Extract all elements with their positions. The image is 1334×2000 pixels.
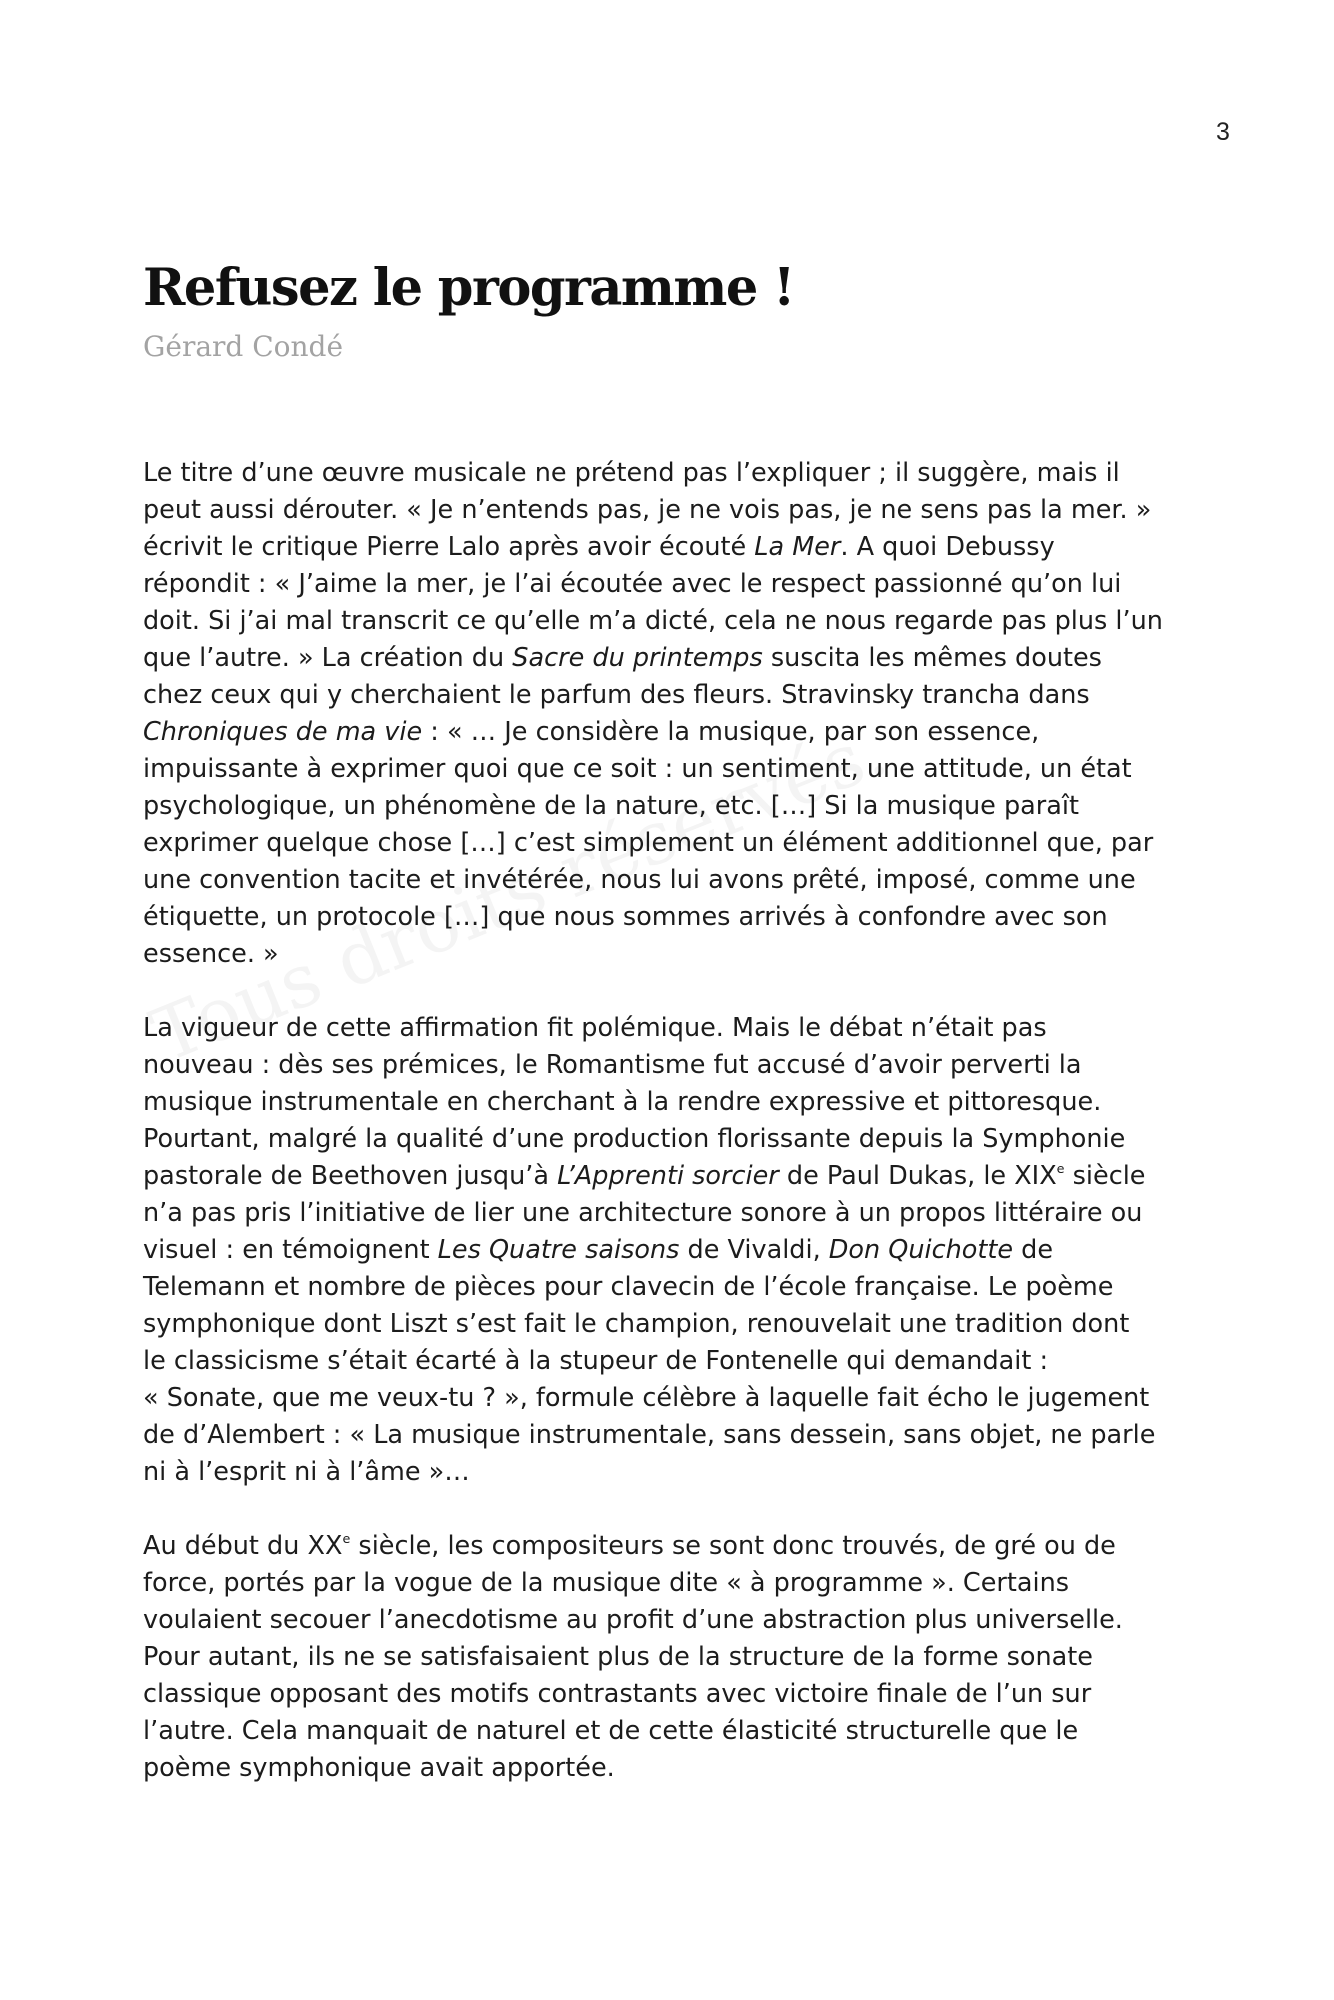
author-name: Gérard Condé: [143, 330, 344, 363]
text-segment: impuissante à exprimer quoi que ce soit : un sentiment, une attitude, un état: [143, 754, 1132, 784]
text-segment: doit. Si j’ai mal transcrit ce qu’elle m’a dicté, cela ne nous regarde pas plus l’un: [143, 606, 1163, 636]
text-line: [143, 1306, 1203, 1343]
ordinal-superscript: e: [1056, 1162, 1065, 1178]
ordinal-superscript: e: [342, 1532, 351, 1548]
text-segment: Pourtant, malgré la qualité d’une production florissante depuis la Symphonie: [143, 1124, 1126, 1154]
text-segment: siècle, les compositeurs se sont donc trouvés, de gré ou de: [350, 1531, 1116, 1561]
text-segment: : « … Je considère la musique, par son essence,: [422, 717, 1040, 747]
text-segment: l’autre. Cela manquait de naturel et de cette élasticité structurelle que le: [143, 1716, 1079, 1746]
text-segment: Au début du XX: [143, 1531, 343, 1561]
text-segment: classique opposant des motifs contrastants avec victoire finale de l’un sur: [143, 1679, 1092, 1709]
text-line: [143, 1158, 1203, 1195]
text-segment: siècle: [1064, 1161, 1146, 1191]
article-title: Refusez le programme !: [143, 258, 794, 318]
text-line: [143, 1417, 1203, 1454]
text-segment: Telemann et nombre de pièces pour clavecin de l’école française. Le poème: [143, 1272, 1114, 1302]
text-segment: voulaient secouer l’anecdotisme au profit d’une abstraction plus universelle.: [143, 1605, 1123, 1635]
text-line: [143, 1676, 1203, 1713]
text-segment: étiquette, un protocole […] que nous sommes arrivés à confondre avec son: [143, 902, 1108, 932]
text-segment: n’a pas pris l’initiative de lier une architecture sonore à un propos littéraire ou: [143, 1198, 1143, 1228]
text-line: [143, 640, 1203, 677]
text-segment: nouveau : dès ses prémices, le Romantisme fut accusé d’avoir perverti la: [143, 1050, 1082, 1080]
text-line: [143, 1750, 1203, 1787]
italic-title: Sacre du printemps: [512, 643, 763, 673]
text-segment: symphonique dont Liszt s’est fait le champion, renouvelait une tradition dont: [143, 1309, 1130, 1339]
text-line: [143, 1010, 1203, 1047]
text-segment: pastorale de Beethoven jusqu’à: [143, 1161, 558, 1191]
text-line: [143, 899, 1203, 936]
text-line: [143, 455, 1203, 492]
text-line: [143, 566, 1203, 603]
text-line: [143, 714, 1203, 751]
text-line: [143, 862, 1203, 899]
text-segment: musique instrumentale en cherchant à la rendre expressive et pittoresque.: [143, 1087, 1102, 1117]
text-line: [143, 1084, 1203, 1121]
text-segment: . A quoi Debussy: [840, 532, 1055, 562]
text-segment: de Vivaldi,: [679, 1235, 829, 1265]
text-segment: La vigueur de cette affirmation fit polémique. Mais le débat n’était pas: [143, 1013, 1047, 1043]
text-line: [143, 1343, 1203, 1380]
text-segment: chez ceux qui y cherchaient le parfum des fleurs. Stravinsky trancha dans: [143, 680, 1090, 710]
text-line: [143, 1121, 1203, 1158]
text-segment: Pour autant, ils ne se satisfaisaient plus de la structure de la forme sonate: [143, 1642, 1093, 1672]
italic-title: Les Quatre saisons: [437, 1235, 680, 1265]
text-line: [143, 1269, 1203, 1306]
text-segment: poème symphonique avait apportée.: [143, 1753, 615, 1783]
text-segment: Le titre d’une œuvre musicale ne prétend pas l’expliquer ; il suggère, mais il: [143, 458, 1120, 488]
text-segment: exprimer quelque chose […] c’est simplement un élément additionnel que, par: [143, 828, 1154, 858]
text-line: [143, 1639, 1203, 1676]
text-line: [143, 677, 1203, 714]
text-line: [143, 751, 1203, 788]
text-segment: force, portés par la vogue de la musique dite « à programme ». Certains: [143, 1568, 1070, 1598]
text-line: [143, 1195, 1203, 1232]
text-segment: essence. »: [143, 939, 279, 969]
text-segment: répondit : « J’aime la mer, je l’ai écoutée avec le respect passionné qu’on lui: [143, 569, 1122, 599]
text-line: [143, 1380, 1203, 1417]
text-line: [143, 529, 1203, 566]
text-line: [143, 1713, 1203, 1750]
italic-title: Don Quichotte: [828, 1235, 1014, 1265]
text-line: [143, 936, 1203, 973]
text-segment: suscita les mêmes doutes: [762, 643, 1102, 673]
text-segment: écrivit le critique Pierre Lalo après avoir écouté: [143, 532, 755, 562]
text-line: [143, 1528, 1203, 1565]
text-line: [143, 825, 1203, 862]
text-segment: de Paul Dukas, le XIX: [778, 1161, 1057, 1191]
text-line: [143, 1565, 1203, 1602]
text-line: [143, 788, 1203, 825]
paragraph: [143, 455, 1203, 973]
text-segment: ni à l’esprit ni à l’âme »…: [143, 1457, 470, 1487]
text-segment: « Sonate, que me veux-tu ? », formule célèbre à laquelle fait écho le jugement: [143, 1383, 1150, 1413]
text-line: [143, 1047, 1203, 1084]
text-segment: de: [1013, 1235, 1054, 1265]
text-segment: que l’autre. » La création du: [143, 643, 513, 673]
paragraph: [143, 1010, 1203, 1491]
text-line: [143, 1602, 1203, 1639]
text-segment: peut aussi dérouter. « Je n’entends pas, je ne vois pas, je ne sens pas la mer. »: [143, 495, 1152, 525]
article-body: [143, 455, 1203, 1824]
italic-title: La Mer: [754, 532, 841, 562]
paragraph: [143, 1528, 1203, 1787]
text-segment: visuel : en témoignent: [143, 1235, 438, 1265]
text-segment: de d’Alembert : « La musique instrumentale, sans dessein, sans objet, ne parle: [143, 1420, 1156, 1450]
text-line: [143, 492, 1203, 529]
text-segment: le classicisme s’était écarté à la stupeur de Fontenelle qui demandait :: [143, 1346, 1049, 1376]
italic-title: L’Apprenti sorcier: [557, 1161, 779, 1191]
text-line: [143, 1232, 1203, 1269]
text-line: [143, 603, 1203, 640]
italic-title: Chroniques de ma vie: [143, 717, 423, 747]
page-number: 3: [1216, 118, 1230, 146]
text-segment: une convention tacite et invétérée, nous lui avons prêté, imposé, comme une: [143, 865, 1136, 895]
text-segment: psychologique, un phénomène de la nature, etc. […] Si la musique paraît: [143, 791, 1079, 821]
text-line: [143, 1454, 1203, 1491]
